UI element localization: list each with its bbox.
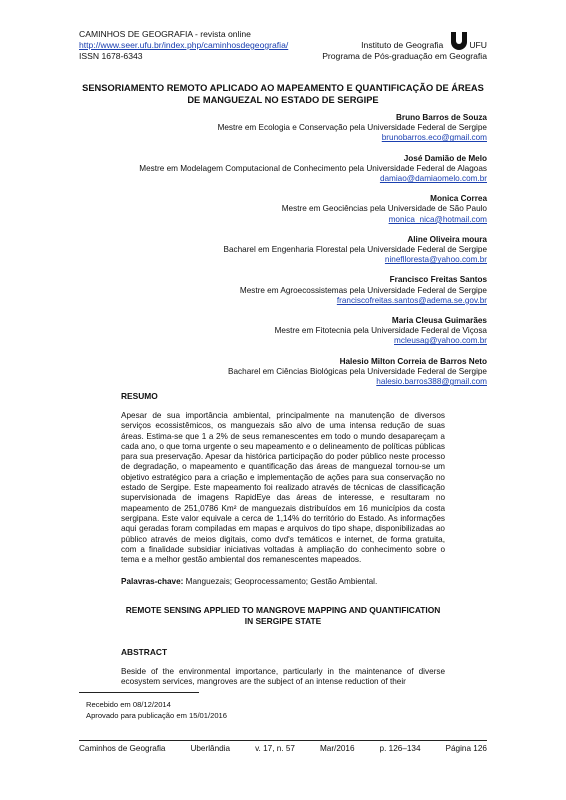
footnote-divider [79,692,199,693]
article-title: SENSORIAMENTO REMOTO APLICADO AO MAPEAMENTO E QUANTIFICAÇÃO DE ÁREAS DE MANGUEZAL NO ESTADO DE SERGIPE [82,83,484,105]
author-name: Maria Cleusa Guimarães [391,316,487,326]
resumo-text: Apesar de sua importância ambiental, principalmente na manutenção de diversos serviços ecossistêmicos, os manguezais são alvo de uma intensa redução de suas áreas. Estima-se que 1 a 2% de seus remanescentes em todo o mundo desapareçam a cada ano, o que torna urgente o seu mapeamento e o delineamento de políticas públicas para sua preservação. Apesar da histórica participação do poder público neste processo de degradação, o mapeamento e quantificação das áreas de manguezal tornou-se um objetivo estratégico para a criação e implementação de ações para sua conservação no estado de Sergipe. Este mapeamento foi realizado através de técnicas de classificação supervisionada de imagens RapidEye das áreas de interesse, e resultaram no mapeamento de 251,0786 Km² de manguezais distribuídos em 16 municípios da costa sergipana. Este valor equivale a cerca de 1,14% do território do Estado. As informações aqui geradas foram compiladas em mapas e arquivos do tipo shape, disponibilizadas ao público através de meios digitais, como dvd's temáticos e internet, de forma gratuita, com a finalidade subsidiar iniciativas voltadas à ampliação do conhecimento sobre o tema e a melhor gestão ambiental dos remanescentes mapeados. [121,411,445,565]
footer-volume: v. 17, n. 57 [255,744,295,753]
abstract-heading: ABSTRACT [121,647,168,657]
footer-divider [79,740,487,741]
institute-name: Instituto de Geografia [361,40,444,50]
program-name: Programa de Pós-graduação em Geografia [322,51,487,61]
author-affiliation: Mestre em Modelagem Computacional de Conhecimento pela Universidade Federal de Alagoas [139,163,487,173]
journal-name: CAMINHOS DE GEOGRAFIA - revista online [79,29,251,39]
author-affiliation: Mestre em Fitotecnia pela Universidade Federal de Viçosa [274,326,487,336]
author-affiliation: Bacharel em Ciências Biológicas pela Universidade Federal de Sergipe [228,366,487,376]
author-name: Francisco Freitas Santos [389,275,487,285]
author-name: Monica Correa [430,194,487,204]
author-entry [67,275,487,306]
keywords-label: Palavras-chave: [121,577,184,586]
institute-header [322,40,487,62]
footer-pages: p. 126–134 [379,744,421,753]
footer-journal: Caminhos de Geografia [79,744,166,753]
author-email-link[interactable]: brunobarros.eco@gmail.com [381,133,487,143]
received-date: Recebido em 08/12/2014 [86,700,171,709]
author-entry [67,357,487,388]
footnote [86,700,227,721]
logo-text: UFU [469,40,487,50]
author-email-link[interactable]: franciscofreitas.santos@adema.se.gov.br [336,295,487,305]
author-affiliation: Mestre em Ecologia e Conservação pela Universidade Federal de Sergipe [217,123,487,133]
journal-header [79,29,288,62]
page-footer [79,744,487,753]
author-list [67,113,487,397]
author-name: José Damião de Melo [403,153,487,163]
author-name: Aline Oliveira moura [407,234,487,244]
journal-url-link[interactable]: http://www.seer.ufu.br/index.php/caminhosdegeografia/ [79,40,289,50]
author-email-link[interactable]: mcleusag@yahoo.com.br [394,336,487,346]
author-entry [67,235,487,266]
author-affiliation: Mestre em Agroecossistemas pela Universidade Federal de Sergipe [239,285,487,295]
author-name: Bruno Barros de Souza [396,113,487,122]
author-name: Halesio Milton Correia de Barros Neto [339,356,487,366]
author-email-link[interactable]: nineflloresta@yahoo.com.br [384,255,487,265]
author-entry [67,194,487,225]
resumo-heading: RESUMO [121,391,158,401]
keywords-text: Manguezais; Geoprocessamento; Gestão Ambiental. [183,577,378,586]
english-title: REMOTE SENSING APPLIED TO MANGROVE MAPPING AND QUANTIFICATION IN SERGIPE STATE [125,605,441,626]
author-affiliation: Mestre em Geociências pela Universidade de São Paulo [281,204,487,214]
footer-city: Uberlândia [190,744,231,753]
author-email-link[interactable]: halesio.barros388@gmail.com [376,377,487,387]
footer-page-number: Página 126 [445,744,487,753]
approved-date: Aprovado para publicação em 15/01/2016 [86,710,228,720]
keywords [121,577,377,586]
issn: ISSN 1678-6343 [79,51,143,61]
author-email-link[interactable]: monica_nica@hotmail.com [388,214,487,224]
abstract-text: Beside of the environmental importance, particularly in the maintenance of diverse ecosystem services, mangroves are the subject of an intense reduction of their [121,667,445,687]
author-affiliation: Bacharel em Engenharia Florestal pela Universidade Federal de Sergipe [223,245,487,255]
author-entry [67,154,487,185]
footer-date: Mar/2016 [319,744,355,753]
author-entry [67,113,487,144]
author-entry [67,316,487,347]
author-email-link[interactable]: damiao@damiaomelo.com.br [379,174,487,184]
